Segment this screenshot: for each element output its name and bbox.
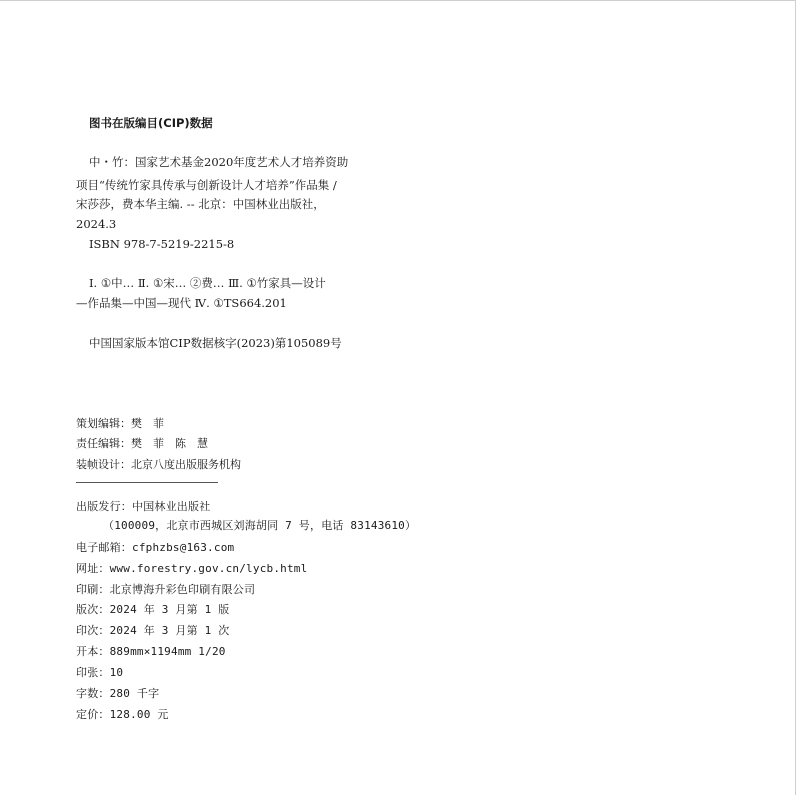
cip-record-number: 中国国家版本馆CIP数据核字(2023)第105089号 — [89, 336, 342, 350]
word-count: 字数：280 千字 — [76, 687, 160, 700]
divider — [76, 482, 218, 483]
cip-line: 中・竹：国家艺术基金2020年度艺术人才培养资助 — [89, 155, 349, 169]
cip-line: 2024.3 — [76, 217, 117, 231]
publisher: 出版发行：中国林业出版社 — [76, 500, 211, 513]
impression: 印次：2024 年 3 月第 1 次 — [76, 624, 230, 637]
email: 电子邮箱：cfphzbs@163.com — [76, 541, 235, 554]
format: 开本：889mm×1194mm 1/20 — [76, 645, 226, 658]
responsible-editor: 责任编辑：樊 菲 陈 慧 — [76, 437, 208, 450]
isbn-line: ISBN 978-7-5219-2215-8 — [89, 237, 235, 251]
classification-line: —作品集—中国—现代 Ⅳ. ①TS664.201 — [76, 296, 287, 310]
cip-heading: 图书在版编目(CIP)数据 — [89, 116, 213, 130]
cip-line: 宋莎莎，费本华主编. -- 北京：中国林业出版社， — [76, 197, 325, 211]
page-top-edge — [0, 0, 796, 1]
printer: 印刷：北京博海升彩色印刷有限公司 — [76, 583, 256, 596]
planning-editor: 策划编辑：樊 菲 — [76, 417, 164, 430]
cip-line: 项目“传统竹家具传承与创新设计人才培养”作品集 / — [76, 178, 337, 192]
website: 网址：www.forestry.gov.cn/lycb.html — [76, 562, 308, 575]
classification-line: Ⅰ. ①中… Ⅱ. ①宋… ②费… Ⅲ. ①竹家具—设计 — [89, 276, 326, 290]
binding-design: 装帧设计：北京八度出版服务机构 — [76, 458, 241, 471]
publisher-address: （100009，北京市西城区刘海胡同 7 号，电话 83143610） — [103, 519, 417, 532]
printed-sheets: 印张：10 — [76, 666, 124, 679]
price: 定价：128.00 元 — [76, 708, 169, 721]
edition: 版次：2024 年 3 月第 1 版 — [76, 603, 230, 616]
